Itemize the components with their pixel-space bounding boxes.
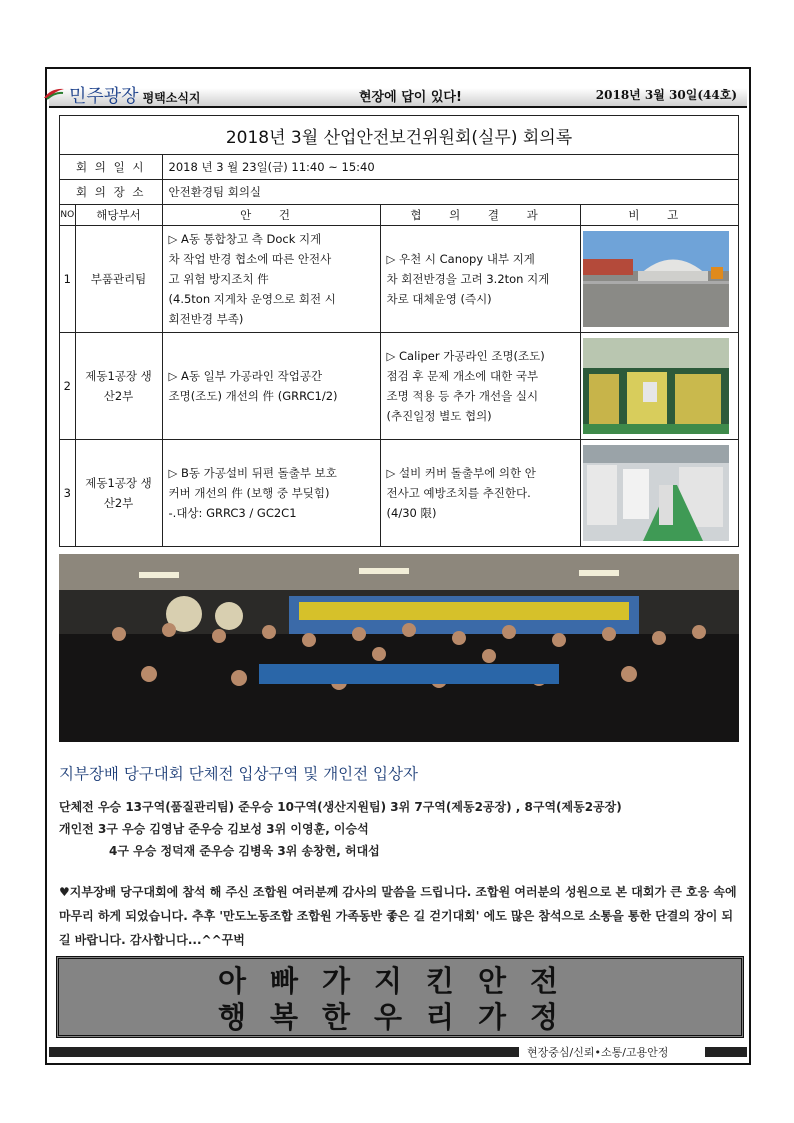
logo-swoosh-icon — [43, 86, 65, 100]
col-result: 협 의 결 과 — [380, 205, 580, 226]
header-divider — [49, 106, 747, 108]
footer-bar-left — [49, 1047, 519, 1057]
row-agenda — [162, 333, 380, 440]
result-line: 조명 적용 등 추가 개선을 실시 — [386, 389, 539, 403]
date-label: 회 의 일 시 — [60, 155, 163, 180]
logo-subtitle: 평택소식지 — [142, 91, 201, 105]
col-note: 비 고 — [580, 205, 738, 226]
result-line: (추진일정 별도 협의) — [386, 409, 492, 423]
agenda-line: 차 작업 반경 협소에 따른 안전사 — [168, 252, 332, 266]
logo-title: 민주광장 — [69, 86, 139, 107]
place-value: 안전환경팀 회의실 — [162, 180, 738, 205]
row-no: 3 — [60, 440, 76, 547]
date-value: 2018 년 3 월 23일(금) 11:40 ~ 15:40 — [162, 155, 738, 180]
place-label: 회 의 장 소 — [60, 180, 163, 205]
photo-machining-line — [583, 338, 729, 434]
footer-bar-right — [705, 1047, 747, 1057]
result-line: 차로 대체운영 (즉시) — [386, 292, 492, 306]
awards-team: 단체전 우승 13구역(품질관리팀) 준우승 10구역(생산지원팀) 3위 7구역(제동2공장) , 8구역(제동2공장) — [59, 800, 622, 814]
agenda-line: (4.5ton 지게차 운영으로 회전 시 — [168, 292, 336, 306]
footer-motto: 현장중심/신뢰•소통/고용안정 — [527, 1046, 669, 1059]
minutes-title: 2018년 3월 산업안전보건위원회(실무) 회의록 — [60, 116, 739, 155]
result-line: (4/30 限) — [386, 506, 437, 520]
row-result — [380, 333, 580, 440]
agenda-line: 회전반경 부족) — [168, 312, 244, 326]
row-note — [580, 440, 738, 547]
newsletter-header — [49, 80, 747, 106]
table-row — [60, 333, 739, 440]
agenda-line: ▷ B동 가공설비 뒤편 돌출부 보호 — [168, 466, 337, 480]
awards-title: 지부장배 당구대회 단체전 입상구역 및 개인전 입상자 — [59, 765, 418, 783]
thanks-message: ♥지부장배 당구대회에 참석 해 주신 조합원 여러분께 감사의 말씀을 드립니다. 조합원 여러분의 성원으로 본 대회가 큰 호응 속에 마무리 하게 되었습니다. 추후 '만도노동조합 조합원 가족동반 좋은 길 걷기대회' 에도 많은 참석으로 소통을 통한 단결의 장이 되길 바랍니다. 감사합니다...^^꾸벅 — [59, 885, 737, 947]
group-photo-billiards — [59, 554, 739, 742]
banner-line-1: 아빠가지킨안전 — [217, 964, 583, 998]
header-slogan: 현장에 답이 있다! — [359, 90, 462, 105]
agenda-line: ▷ A동 일부 가공라인 작업공간 — [168, 369, 323, 383]
photo-equipment-cover — [583, 445, 729, 541]
minutes-table — [59, 115, 739, 547]
table-row — [60, 440, 739, 547]
result-line: ▷ 설비 커버 돌출부에 의한 안 — [386, 466, 536, 480]
col-dept: 해당부서 — [75, 205, 162, 226]
issue-date: 2018년 3월 30일(44호) — [595, 88, 737, 102]
awards-individual-3: 개인전 3구 우승 김영남 준우승 김보성 3위 이영훈, 이승석 — [59, 822, 369, 836]
col-agenda: 안 건 — [162, 205, 380, 226]
awards-individual-4: 4구 우승 정덕재 준우승 김병욱 3위 송창현, 허대섭 — [109, 844, 380, 858]
result-line: 전사고 예방조치를 추진한다. — [386, 486, 531, 500]
row-agenda — [162, 226, 380, 333]
banner-line-2: 행복한우리가정 — [217, 1000, 583, 1034]
result-line: 차 회전반경을 고려 3.2ton 지게 — [386, 272, 550, 286]
result-line: ▷ 우천 시 Canopy 내부 지게 — [386, 252, 535, 266]
agenda-line: 커버 개선의 件 (보행 중 부딪힘) — [168, 486, 330, 500]
table-row — [60, 226, 739, 333]
row-agenda — [162, 440, 380, 547]
row-result — [380, 226, 580, 333]
row-dept: 제동1공장 생산2부 — [75, 440, 162, 547]
row-note — [580, 226, 738, 333]
result-line: 점검 후 문제 개소에 대한 국부 — [386, 369, 539, 383]
col-no: NO — [60, 205, 76, 226]
row-dept: 제동1공장 생산2부 — [75, 333, 162, 440]
row-no: 2 — [60, 333, 76, 440]
photo-warehouse-dock — [583, 231, 729, 327]
row-dept: 부품관리팀 — [75, 226, 162, 333]
agenda-line: 조명(조도) 개선의 件 (GRRC1/2) — [168, 389, 338, 403]
safety-banner — [56, 956, 744, 1038]
row-result — [380, 440, 580, 547]
footer — [49, 1047, 747, 1057]
agenda-line: -.대상: GRRC3 / GC2C1 — [168, 506, 297, 520]
row-note — [580, 333, 738, 440]
agenda-line: ▷ A동 통합창고 측 Dock 지게 — [168, 232, 322, 246]
logo — [69, 82, 201, 108]
awards-list — [59, 796, 622, 862]
row-no: 1 — [60, 226, 76, 333]
agenda-line: 고 위험 방지조치 件 — [168, 272, 269, 286]
result-line: ▷ Caliper 가공라인 조명(조도) — [386, 349, 545, 363]
